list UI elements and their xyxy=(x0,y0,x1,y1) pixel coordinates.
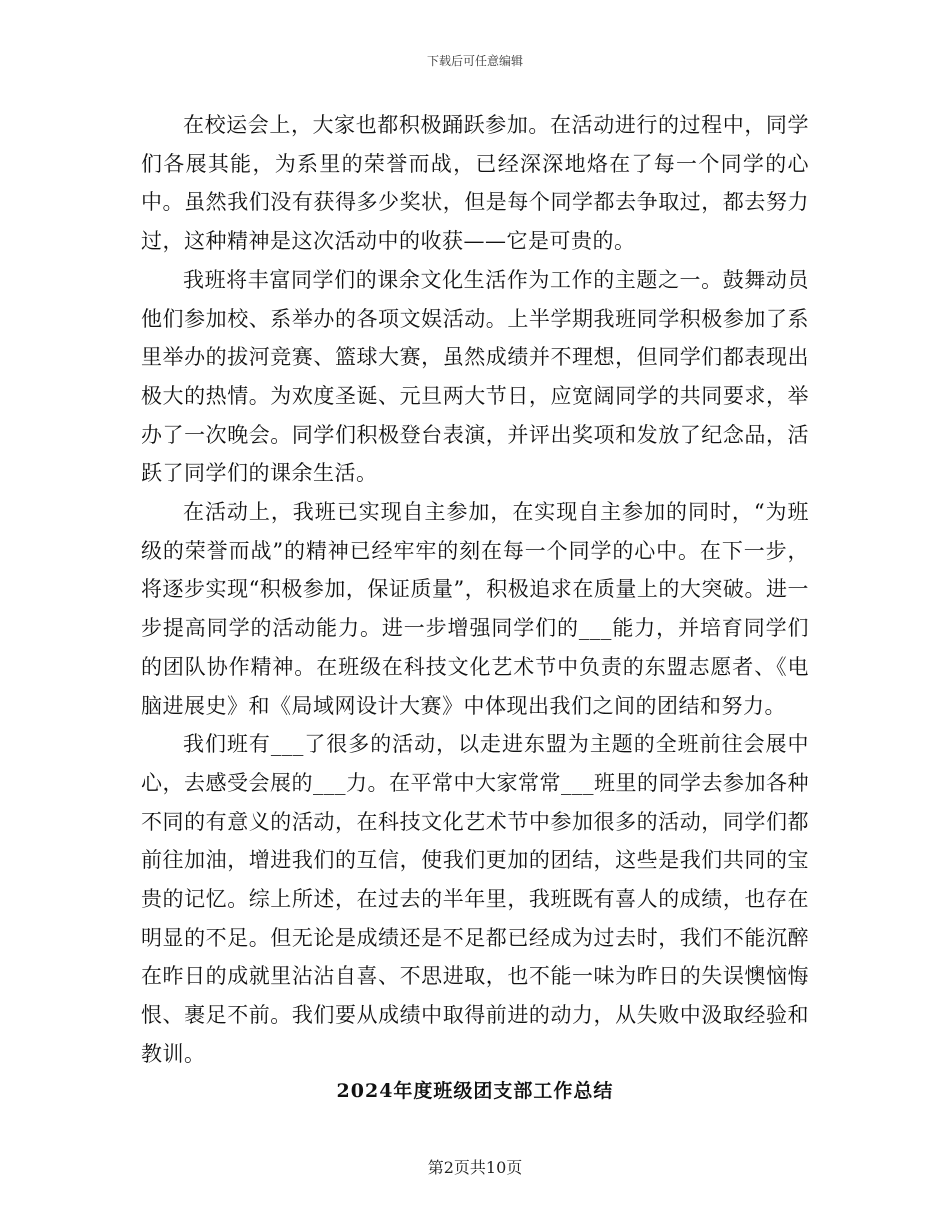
page-footer: 第2页共10页 xyxy=(427,1158,523,1177)
paragraph-summary: 我们班有___了很多的活动，以走进东盟为主题的全班前往会展中心，去感受会展的___力。在平常中大家常常___班里的同学去参加各种不同的有意义的活动，在科技文化艺术节中参加很多的活动，同学们都前往加油，增进我们的互信，使我们更加的团结，这些是我们共同的宝贵的记忆。综上所述，在过去的半年里，我班既有喜人的成绩，也存在明显的不足。但无论是成绩还是不足都已经成为过去时，我们不能沉醉在昨日的成就里沾沾自喜、不思进取，也不能一味为昨日的失误懊恼悔恨、裹足不前。我们要从成绩中取得前进的动力，从失败中汲取经验和教训。 xyxy=(141,732,809,1066)
page-header: 下载后可任意编辑 xyxy=(426,54,523,68)
paragraph-cultural-life: 我班将丰富同学们的课余文化生活作为工作的主题之一。鼓舞动员他们参加校、系举办的各项文娱活动。上半学期我班同学积极参加了系里举办的拔河竞赛、篮球大赛，虽然成绩并不理想，但同学们都表现出极大的热情。为欢度圣诞、元旦两大节日，应宽阔同学的共同要求，举办了一次晚会。同学们积极登台表演，并评出奖项和发放了纪念品，活跃了同学们的课余生活。 xyxy=(141,267,809,486)
paragraph-activities: 在活动上，我班已实现自主参加，在实现自主参加的同时，“为班级的荣誉而战”的精神已经牢牢的刻在每一个同学的心中。在下一步，将逐步实现“积极参加，保证质量”，积极追求在质量上的大突破。进一步提高同学的活动能力。进一步增强同学们的___能力，并培育同学们的团队协作精神。在班级在科技文化艺术节中负责的东盟志愿者、《电脑进展史》和《局域网设计大赛》中体现出我们之间的团结和努力。 xyxy=(141,500,809,718)
paragraph-sports-meet: 在校运会上，大家也都积极踊跃参加。在活动进行的过程中，同学们各展其能，为系里的荣誉而战，已经深深地烙在了每一个同学的心中。虽然我们没有获得多少奖状，但是每个同学都去争取过，都去努力过，这种精神是这次活动中的收获——它是可贵的。 xyxy=(141,113,809,254)
document-body xyxy=(141,106,809,1074)
section-title: 2024年度班级团支部工作总结 xyxy=(336,1080,614,1102)
